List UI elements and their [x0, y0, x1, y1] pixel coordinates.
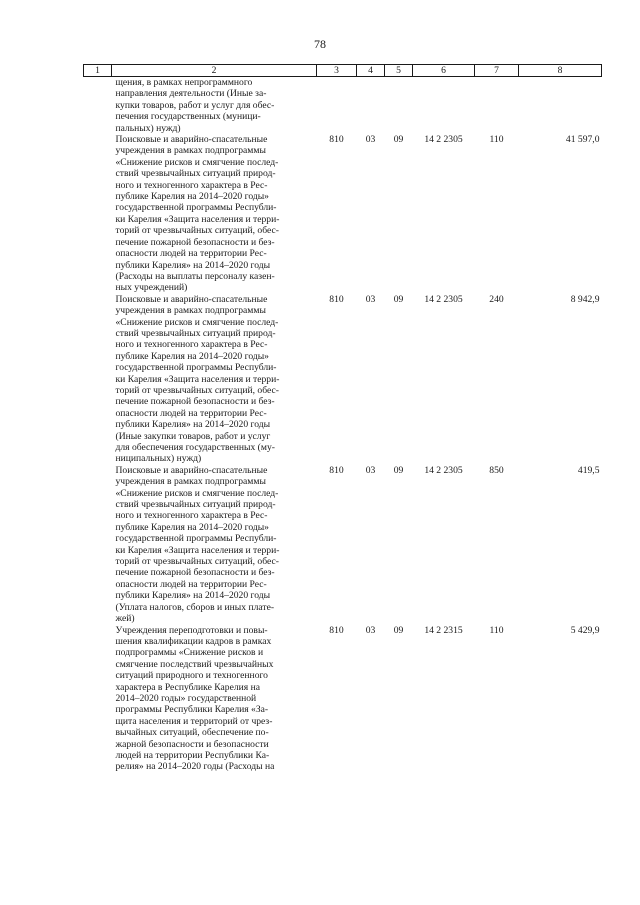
cell-empty — [84, 465, 112, 625]
cell-description: Поисковые и аварийно-спасательные учреждения в рамках подпрограммы «Снижение рисков и смягчение послед- ствий чрезвычайных ситуаций природ- ного и техногенного характера в Рес- публике Карелия на 2014–2020 годы» государственной программы Республи- ки Карелия «Защита населения и терри- торий от чрезвычайных ситуаций, обес- печение пожарной безопасности и без- опасности людей на территории Рес- публики Карелия» на 2014–2020 годы (Уплата налогов, сборов и иных плате- жей) — [115, 464, 280, 625]
cell-section — [357, 77, 385, 135]
cell-subsection: 09 — [393, 624, 404, 636]
cell-section: 03 — [365, 464, 376, 476]
page-number: 78 — [314, 37, 326, 51]
cell-amount: 41 597,0 — [565, 134, 600, 146]
cell-ministry-code: 810 — [329, 624, 344, 636]
cell-amount: 5 429,9 — [570, 624, 600, 636]
table-row — [84, 134, 602, 294]
column-header: 2 — [112, 65, 317, 77]
column-header: 7 — [475, 65, 519, 77]
column-header: 8 — [519, 65, 602, 77]
table-header-row — [84, 65, 602, 77]
cell-expense-type — [475, 77, 519, 135]
budget-table — [83, 64, 602, 773]
cell-target-article: 14 2 2305 — [424, 293, 463, 305]
cell-ministry-code — [317, 77, 357, 135]
table-row — [84, 294, 602, 465]
cell-expense-type: 110 — [489, 134, 504, 146]
cell-amount — [519, 77, 602, 135]
cell-amount: 8 942,9 — [570, 293, 600, 305]
column-header: 6 — [413, 65, 475, 77]
column-header: 1 — [84, 65, 112, 77]
cell-description: Поисковые и аварийно-спасательные учреждения в рамках подпрограммы «Снижение рисков и смягчение послед- ствий чрезвычайных ситуаций природ- ного и техногенного характера в Рес- публике Карелия на 2014–2020 годы» государственной программы Республи- ки Карелия «Защита населения и терри- торий от чрезвычайных ситуаций, обес- печение пожарной безопасности и без- опасности людей на территории Рес- публики Карелия» на 2014–2020 годы (Иные закупки товаров, работ и услуг для обеспечения государственных (му- ниципальных) нужд) — [115, 293, 280, 465]
cell-expense-type: 110 — [489, 624, 504, 636]
column-header: 3 — [317, 65, 357, 77]
cell-target-article: 14 2 2305 — [424, 134, 463, 146]
cell-empty — [84, 294, 112, 465]
cell-target-article: 14 2 2315 — [424, 624, 463, 636]
cell-amount: 419,5 — [577, 464, 600, 476]
cell-target-article — [413, 77, 475, 135]
cell-ministry-code: 810 — [329, 293, 344, 305]
cell-empty — [84, 134, 112, 294]
cell-section: 03 — [365, 624, 376, 636]
cell-empty — [84, 77, 112, 135]
cell-subsection: 09 — [393, 134, 404, 146]
cell-expense-type: 850 — [489, 464, 504, 476]
column-header: 4 — [357, 65, 385, 77]
cell-empty — [84, 625, 112, 773]
column-header: 5 — [385, 65, 413, 77]
table-row — [84, 625, 602, 773]
cell-ministry-code: 810 — [329, 464, 344, 476]
cell-description: щения, в рамках непрограммного направления деятельности (Иные за- купки товаров, работ и услуг для обес- печения государственных (муници- пальных) нужд) — [115, 77, 275, 134]
cell-description: Учреждения переподготовки и повы- шения квалификации кадров в рамках подпрограммы «Снижение рисков и смягчение последствий чрезвычайных ситуаций природного и техногенного характера в Республике Карелия на 2014–2020 годы» государственной программы Республики Карелия «За- щита населения и территорий от чрез- вычайных ситуаций, обеспечение по- жарной безопасности и безопасности людей на территории Республики Ка- релия» на 2014–2020 годы (Расходы на — [115, 624, 275, 773]
cell-section: 03 — [365, 134, 376, 146]
cell-target-article: 14 2 2305 — [424, 464, 463, 476]
table-row — [84, 77, 602, 135]
cell-ministry-code: 810 — [329, 134, 344, 146]
cell-description: Поисковые и аварийно-спасательные учреждения в рамках подпрограммы «Снижение рисков и смягчение послед- ствий чрезвычайных ситуаций природ- ного и техногенного характера в Рес- публике Карелия на 2014–2020 годы» государственной программы Республи- ки Карелия «Защита населения и терри- торий от чрезвычайных ситуаций, обес- печение пожарной безопасности и без- опасности людей на территории Рес- публики Карелия» на 2014–2020 годы (Расходы на выплаты персоналу казен- ных учреждений) — [115, 134, 280, 294]
cell-subsection — [385, 77, 413, 135]
cell-subsection: 09 — [393, 464, 404, 476]
cell-subsection: 09 — [393, 293, 404, 305]
cell-expense-type: 240 — [489, 293, 504, 305]
cell-section: 03 — [365, 293, 376, 305]
table-row — [84, 465, 602, 625]
